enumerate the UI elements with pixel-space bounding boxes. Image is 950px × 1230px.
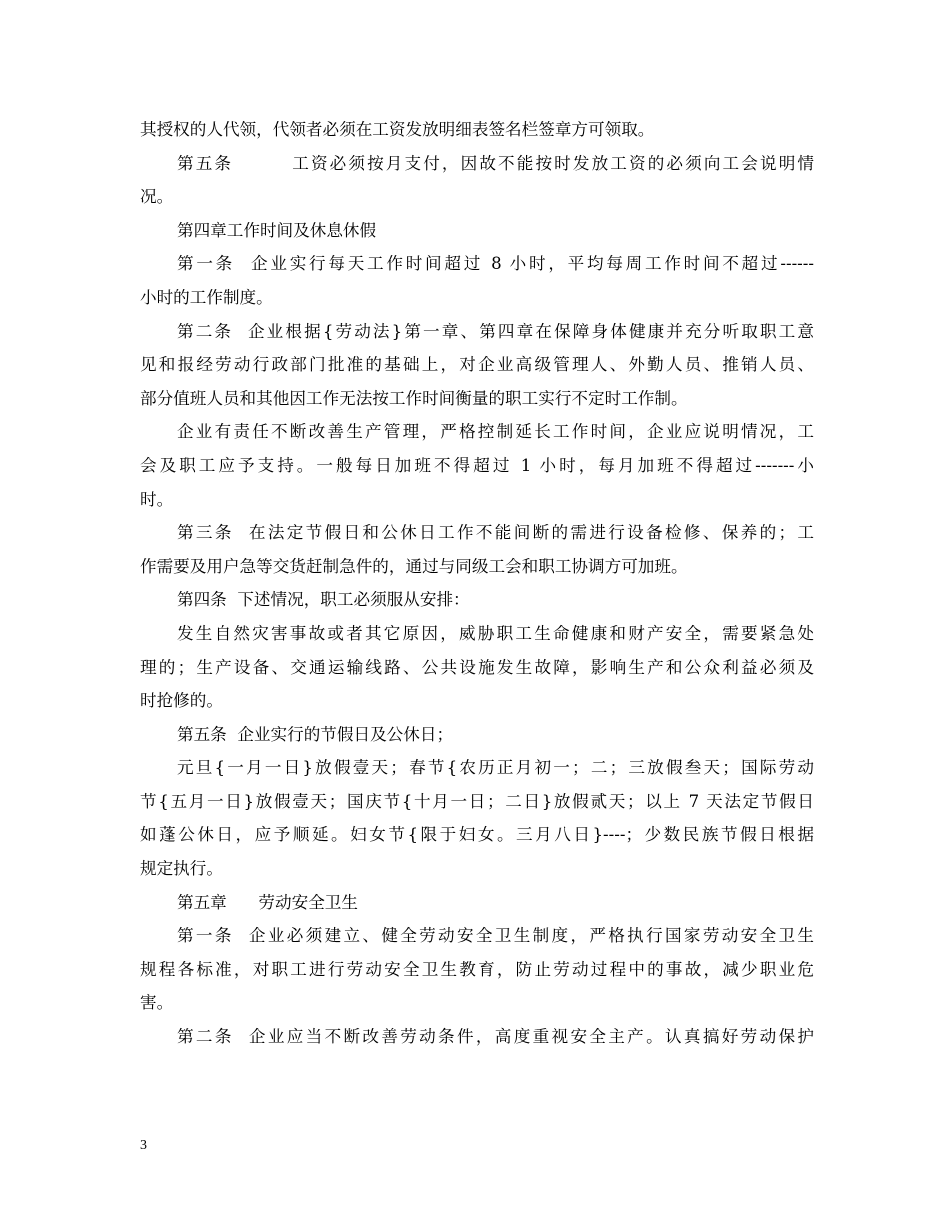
text-line: 第五条 企业实行的节假日及公休日； [177,724,454,744]
text-line: 元旦{一月一日}放假壹天；春节{农历正月初一；二；三放假叁天；国际劳动 [177,758,814,778]
text-line: 规程各标准，对职工进行劳动安全卫生教育，防止劳动过程中的事故，减少职业危 [140,959,814,979]
document-body [140,113,814,1054]
text-line: 规定执行。 [140,859,223,879]
text-line: 节{五月一日}放假壹天；国庆节{十月一日；二日}放假贰天；以上 7 天法定节假日 [140,791,814,811]
text-line: 企业有责任不断改善生产管理，严格控制延长工作时间，企业应说明情况，工 [177,422,814,442]
page-number: 3 [140,1138,147,1153]
text-line: 第五章 劳动安全卫生 [177,892,358,912]
text-line: 第二条 企业应当不断改善劳动条件，高度重视安全主产。认真搞好劳动保护 [177,1027,814,1047]
text-line: 见和报经劳动行政部门批准的基础上，对企业高级管理人、外勤人员、推销人员、 [140,355,814,375]
text-line: 第四章工作时间及休息休假 [177,220,377,240]
text-line: 第二条 企业根据{劳动法}第一章、第四章在保障身体健康并充分听取职工意 [177,321,814,341]
text-line: 害。 [140,993,174,1013]
text-line: 如蓬公休日，应予顺延。妇女节{限于妇女。三月八日}----；少数民族节假日根据 [140,825,814,845]
text-line: 况。 [140,187,174,207]
text-line: 时抢修的。 [140,691,223,711]
text-line: 作需要及用户急等交货赶制急件的，通过与同级工会和职工协调方可加班。 [140,556,688,576]
text-line: 时。 [140,489,174,509]
text-line: 第三条 在法定节假日和公休日工作不能间断的需进行设备检修、保养的；工 [177,523,814,543]
text-line: 理的；生产设备、交通运输线路、公共设施发生故障，影响生产和公众利益必须及 [140,657,814,677]
text-line: 会及职工应予支持。一般每日加班不得超过 1 小时，每月加班不得超过-------小 [140,455,814,475]
text-line: 其授权的人代领，代领者必须在工资发放明细表签名栏签章方可领取。 [140,120,655,139]
text-line: 第四条 下述情况，职工必须服从安排： [177,590,470,610]
text-line: 部分值班人员和其他因工作无法按工作时间衡量的职工实行不定时工作制。 [140,388,688,408]
text-line: 第一条 企业必须建立、健全劳动安全卫生制度，严格执行国家劳动安全卫生 [177,926,814,946]
text-line: 第一条 企业实行每天工作时间超过 8 小时，平均每周工作时间不超过------ [177,254,814,274]
text-line: 小时的工作制度。 [140,287,273,307]
text-line: 第五条 工资必须按月支付，因故不能按时发放工资的必须向工会说明情 [177,153,814,173]
text-line: 发生自然灾害事故或者其它原因，威胁职工生命健康和财产安全，需要紧急处 [177,623,814,643]
